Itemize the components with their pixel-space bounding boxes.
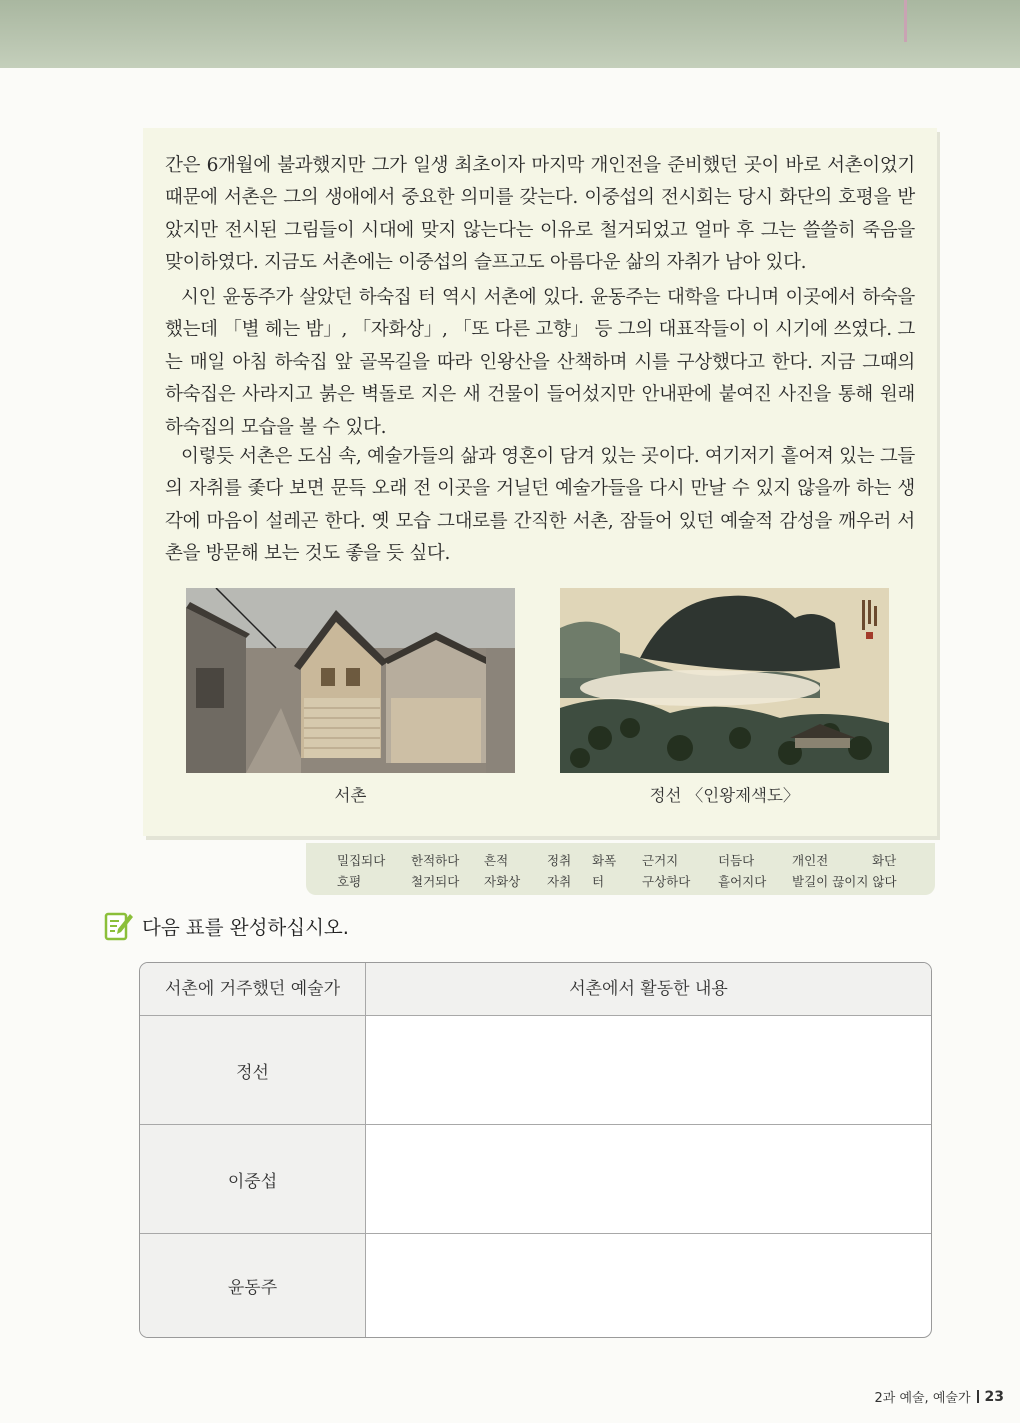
vocab-word: 발길이 끊이지 않다	[792, 874, 897, 889]
instruction-text: 다음 표를 완성하십시오.	[142, 916, 349, 939]
inwang-painting	[560, 588, 889, 773]
vocab-word: 더듬다	[718, 853, 755, 868]
pencil-note-icon	[104, 910, 134, 942]
table-row	[140, 1016, 931, 1125]
artist-name: 정선	[140, 1016, 366, 1124]
vocab-word: 구상하다	[642, 874, 691, 889]
activity-answer-field[interactable]	[366, 1125, 931, 1233]
vocab-word: 밀집되다	[337, 853, 386, 868]
table-row	[140, 1125, 931, 1234]
chapter-label: 2과 예술, 예술가	[874, 1391, 971, 1406]
header-activity: 서촌에서 활동한 내용	[569, 979, 728, 999]
activity-answer-field[interactable]	[366, 1234, 931, 1337]
reading-paragraph-1: 간은 6개월에 불과했지만 그가 일생 최초이자 마지막 개인전을 준비했던 곳이 바로 서촌이었기 때문에 서촌은 그의 생애에서 중요한 의미를 갖는다. 이중섭의 전시회는 당시 화단의 호평을 받았지만 전시된 그림들이 시대에 맞지 않는다는 이유로 철거되었고 얼마 후 그는 쓸쓸히 죽음을 맞이하였다. 지금도 서촌에는 이중섭의 슬프고도 아름다운 삶의 자취가 남아 있다.	[165, 155, 915, 274]
artist-name: 이중섭	[140, 1125, 366, 1233]
seochon-photo-caption: 서촌	[334, 786, 367, 805]
vocabulary-box	[306, 843, 935, 895]
vocab-word: 자화상	[484, 874, 521, 889]
vocab-word: 자취	[547, 874, 572, 889]
header-artist: 서촌에 거주했던 예술가	[140, 963, 366, 1015]
reading-paragraph-3: 이렇듯 서촌은 도심 속, 예술가들의 삶과 영혼이 담겨 있는 곳이다. 여기저기 흩어져 있는 그들의 자취를 좇다 보면 문득 오래 전 이곳을 거닐던 예술가들을 다시 만날 수 있지 않을까 하는 생각에 마음이 설레곤 한다. 옛 모습 그대로를 간직한 서촌, 잠들어 있던 예술적 감성을 깨우러 서촌을 방문해 보는 것도 좋을 듯 싶다.	[165, 446, 915, 565]
top-decorative-band	[0, 0, 1020, 68]
vocab-word: 흔적	[484, 853, 509, 868]
vocab-word: 근거지	[642, 853, 679, 868]
vocab-word: 흩어지다	[718, 874, 767, 889]
vocab-word: 화폭	[592, 853, 617, 868]
table-row	[140, 1234, 931, 1337]
inwang-painting-caption: 정선 〈인왕제색도〉	[649, 786, 800, 805]
artist-name: 윤동주	[140, 1234, 366, 1337]
activity-answer-field[interactable]	[366, 1016, 931, 1124]
vocab-word: 한적하다	[411, 853, 460, 868]
vocab-word: 철거되다	[411, 874, 460, 889]
page-number: 23	[984, 1388, 1004, 1405]
vocab-word: 호평	[337, 874, 362, 889]
vocab-word: 개인전	[792, 853, 829, 868]
vocab-word: 터	[592, 874, 605, 889]
answer-table	[139, 962, 932, 1338]
vocab-word: 화단	[872, 853, 897, 868]
table-header-row	[140, 963, 931, 1016]
seochon-photo	[186, 588, 515, 773]
page-footer	[874, 1387, 1004, 1406]
reading-paragraph-2: 시인 윤동주가 살았던 하숙집 터 역시 서촌에 있다. 윤동주는 대학을 다니며 이곳에서 하숙을 했는데 「별 헤는 밤」, 「자화상」, 「또 다른 고향」 등 그의 대표작들이 이 시기에 쓰였다. 그는 매일 아침 하숙집 앞 골목길을 따라 인왕산을 산책하며 시를 구상했다고 한다. 지금 그때의 하숙집은 사라지고 붉은 벽돌로 지은 새 건물이 들어섰지만 안내판에 붙여진 사진을 통해 원래 하숙집의 모습을 볼 수 있다.	[165, 287, 915, 438]
exercise-instruction	[104, 909, 349, 943]
footer-divider	[977, 1390, 979, 1403]
top-accent-line	[904, 0, 907, 42]
vocab-word: 정취	[547, 853, 572, 868]
